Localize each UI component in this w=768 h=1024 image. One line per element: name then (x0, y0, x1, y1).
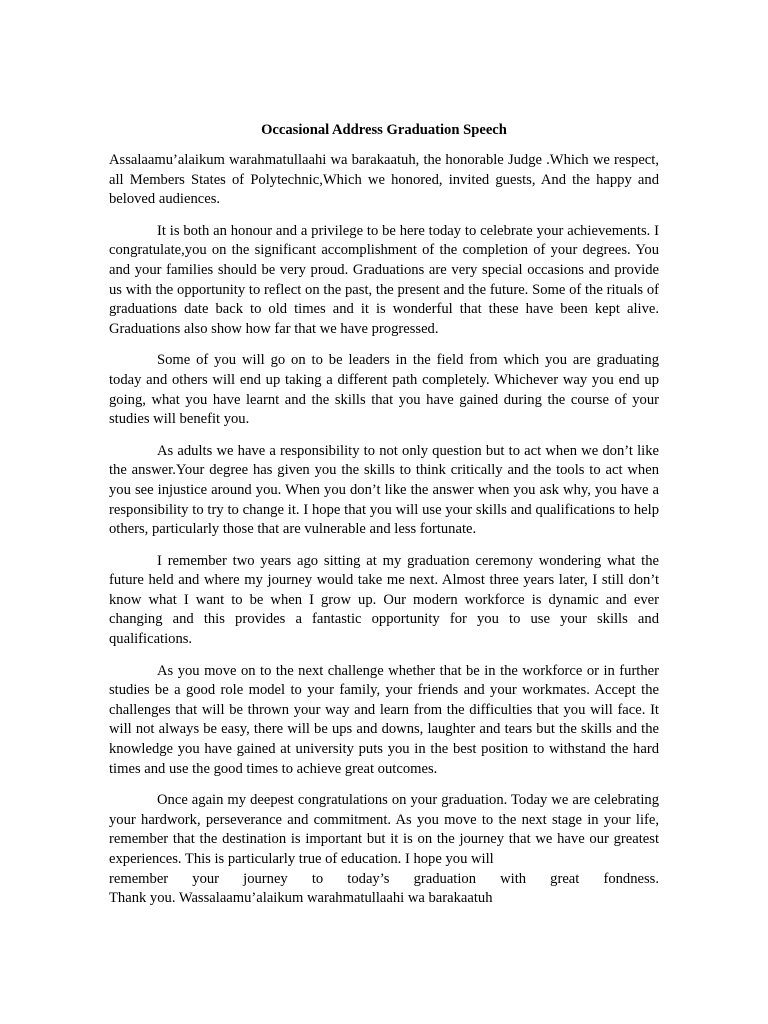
paragraph-remember: I remember two years ago sitting at my graduation ceremony wondering what the future held and where my journey would take me next. Almost three years later, I still don’t know what I want to be when I grow up. Our modern workforce is dynamic and ever changing and this provides a fantastic opportunity for you to use your skills and qualifications. (109, 552, 659, 648)
paragraph-honour: It is both an honour and a privilege to be here today to celebrate your achievements. I congratulate,you on the significant accomplishment of the completion of your degrees. You and your families should be very proud. Graduations are very special occasions and provide us with the opportunity to reflect on the past, the present and the future. Some of the rituals of graduations date back to old times and it is wonderful that these have been kept alive. Graduations also show how far that we have progressed. (109, 222, 659, 337)
paragraph-challenge: As you move on to the next challenge whether that be in the workforce or in further studies be a good role model to your family, your friends and your workmates. Accept the challenges that will be thrown your way and learn from the difficulties that you will face. It will not always be easy, there will be ups and downs, laughter and tears but the skills and the knowledge you have gained at university puts you in the best position to withstand the hard times and use the good times to achieve great outcomes. (109, 662, 659, 777)
closing-final-line: Thank you. Wassalaamu’alaikum warahmatullaahi wa barakaatuh (109, 890, 493, 907)
closing-spread-line: remember your journey to today’s graduation with great fondness. (109, 870, 659, 887)
closing-body-text: Once again my deepest congratulations on your graduation. Today we are celebrating your hardwork, perseverance and commitment. As you move to the next stage in your life, remember that the destination is important but it is on the journey that we have our greatest experiences. This is particularly true of education. I hope you will (109, 792, 659, 867)
closing-paragraph (109, 791, 659, 909)
paragraph-leaders: Some of you will go on to be leaders in the field from which you are graduating today and others will end up taking a different path completely. Whichever way you end up going, what you have learnt and the skills that you have gained during the course of your studies will benefit you. (109, 352, 659, 428)
document-title: Occasional Address Graduation Speech (261, 122, 507, 138)
greeting-paragraph: Assalaamu’alaikum warahmatullaahi wa barakaatuh, the honorable Judge .Which we respect, all Members States of Polytechnic,Which we honored, invited guests, And the happy and beloved audiences. (109, 152, 659, 208)
document-page (109, 122, 659, 909)
paragraph-responsibility: As adults we have a responsibility to not only question but to act when we don’t like the answer.Your degree has given you the skills to think critically and the tools to act when you see injustice around you. When you don’t like the answer when you ask why, you have a responsibility to try to change it. I hope that you will use your skills and qualifications to help others, particularly those that are vulnerable and less fortunate. (109, 442, 659, 538)
